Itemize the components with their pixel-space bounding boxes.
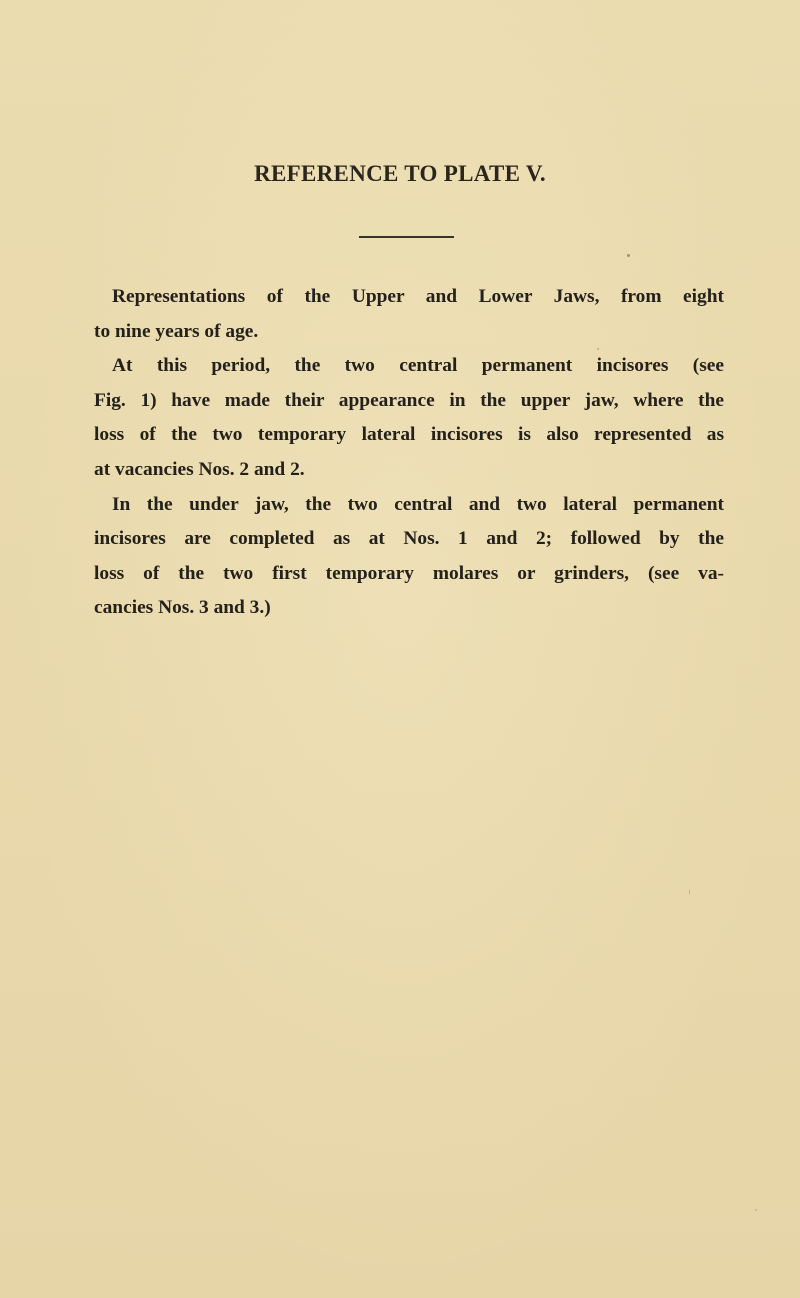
paper-speck — [689, 889, 690, 895]
paragraph-2-line-4: at vacancies Nos. 2 and 2. — [94, 458, 305, 480]
paragraph-1-line-1: Representations of the Upper and Lower Jaws, from eight — [112, 286, 724, 307]
paragraph-1-line-2: to nine years of age. — [94, 320, 259, 342]
paragraph-2-line-1: At this period, the two central permanent incisores (see — [112, 355, 724, 377]
body-text — [94, 280, 724, 626]
paragraph-3-line-4: cancies Nos. 3 and 3.) — [94, 597, 271, 619]
page-title: REFERENCE TO PLATE V. — [254, 161, 546, 186]
divider-rule — [359, 236, 454, 238]
paper-speck — [597, 348, 599, 350]
paragraph-3-line-2: incisores are completed as at Nos. 1 and 2; followed by the — [94, 528, 724, 550]
paper-speck — [755, 1209, 757, 1211]
paragraph-3-line-3: loss of the two first temporary molares or grinders, (see va- — [94, 562, 724, 584]
paragraph-2-line-2: Fig. 1) have made their appearance in the upper jaw, where the — [94, 389, 724, 411]
paragraph-2-line-3: loss of the two temporary lateral incisores is also represented as — [94, 424, 724, 446]
paper-speck — [627, 254, 630, 257]
paragraph-3-line-1: In the under jaw, the two central and two lateral permanent — [112, 493, 724, 515]
